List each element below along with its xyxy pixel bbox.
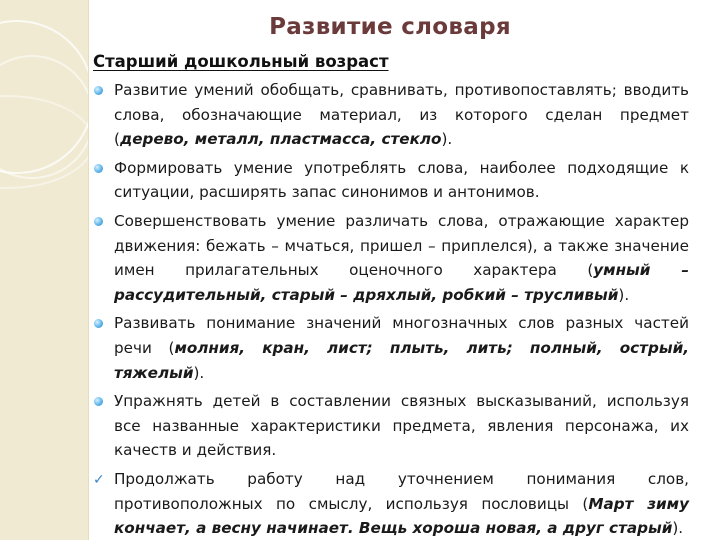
circle-bullet-icon (94, 319, 103, 328)
list-item (93, 209, 689, 307)
item-text: Продолжать работу над уточнением понимания слов, противоположных по смыслу, используя пословицы ( (114, 469, 689, 513)
circle-bullet-icon (94, 397, 103, 406)
item-text: Формировать умение употреблять слова, наиболее подходящие к ситуации, расширять запас синонимов и антонимов. (114, 158, 689, 202)
circle-bullet-icon (94, 164, 103, 173)
item-examples: дерево, металл, пластмасса, стекло (119, 130, 442, 149)
item-text: Совершенствовать умение различать слова, отражающие характер движения: бежать – мчаться, пришел – приплелся), а также значение имен прилагательных оценочного характера ( (114, 211, 689, 280)
item-text-end: ). (618, 285, 630, 304)
list-item (93, 78, 689, 152)
check-arrow-bullet-icon: ✓ (93, 471, 105, 488)
item-text-end: ). (193, 363, 205, 382)
list-item (93, 156, 689, 205)
item-examples: Март зиму кончает, а весну начинает. Вещь хороша новая, а друг старый (114, 494, 689, 538)
item-examples: умный – рассудительный, старый – дряхлый, робкий – трусливый (114, 261, 689, 304)
slide-title: Развитие словаря (269, 14, 511, 40)
item-text-end: ). (672, 519, 684, 538)
list-item (93, 311, 689, 385)
list-item (93, 467, 689, 541)
item-text: Упражнять детей в составлении связных высказываний, используя все названные характеристики предмета, явления персонажа, их качеств и действия. (114, 392, 689, 460)
bullet-list (93, 78, 689, 545)
item-text: Развитие умений обобщать, сравнивать, противопоставлять; вводить слова, обозначающие материал, из которого сделан предмет ( (114, 81, 689, 149)
item-text-end: ). (441, 130, 453, 149)
item-text: Развивать понимание значений многозначных слов разных частей речи ( (114, 314, 689, 357)
decorative-side-panel (0, 0, 88, 540)
side-panel-edge (88, 0, 89, 540)
circle-bullet-icon (94, 217, 103, 226)
list-item (93, 389, 689, 463)
circle-bullet-icon (94, 86, 103, 95)
item-examples: молния, кран, лист; плыть, лить; полный, острый, тяжелый (114, 338, 689, 382)
section-subtitle: Старший дошкольный возраст (93, 52, 389, 71)
